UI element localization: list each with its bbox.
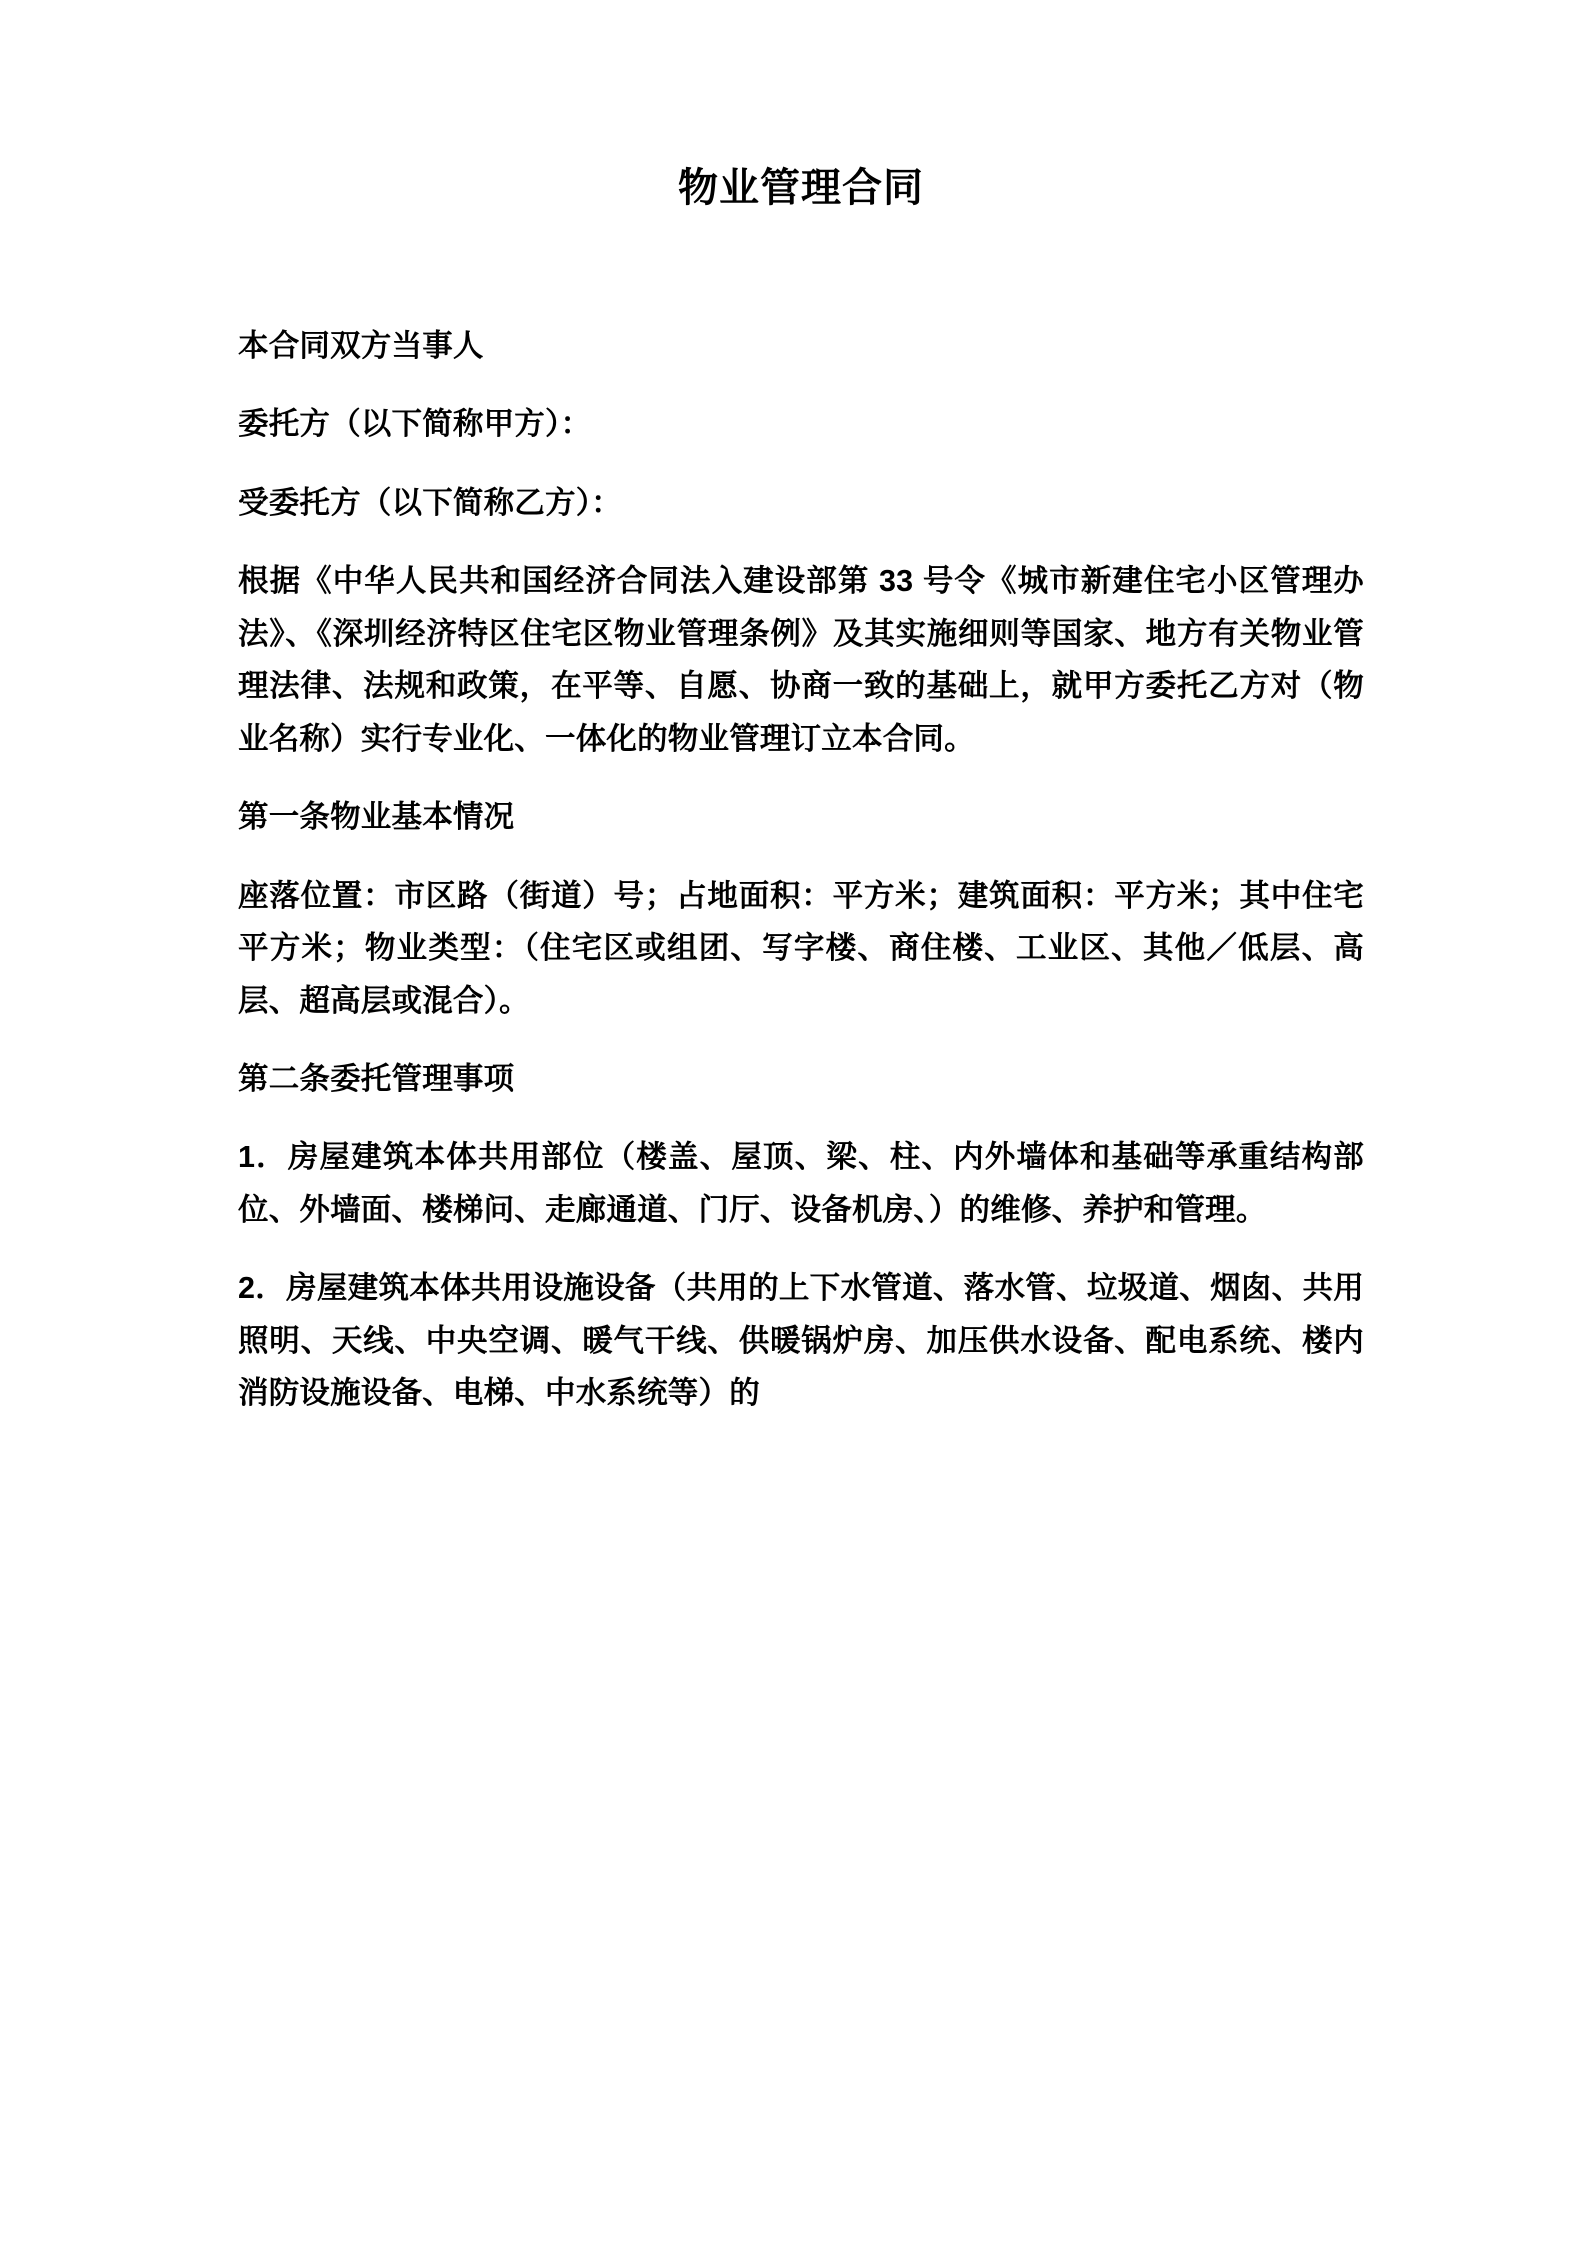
document-body [238, 320, 1364, 1420]
paragraph-article-2-item-1: 1．房屋建筑本体共用部位（楼盖、屋顶、梁、柱、内外墙体和基础等承重结构部位、外墙面、楼梯问、走廊通道、门厅、设备机房、）的维修、养护和管理。 [238, 1140, 1364, 1227]
heading-article-2: 第二条委托管理事项 [238, 1061, 515, 1096]
heading-article-1: 第一条物业基本情况 [238, 800, 515, 835]
paragraph-preamble: 根据《中华人民共和国经济合同法入建设部第 33 号令《城市新建住宅小区管理办法》、《深圳经济特区住宅区物业管理条例》及其实施细则等国家、地方有关物业管理法律、法规和政策，在平等、自愿、协商一致的基础上，就甲方委托乙方对（物业名称）实行专业化、一体化的物业管理订立本合同。 [238, 564, 1364, 756]
paragraph-party-b: 受委托方（以下简称乙方）： [238, 485, 622, 520]
paragraph-article-2-item-2: 2．房屋建筑本体共用设施设备（共用的上下水管道、落水管、垃圾道、烟囱、共用照明、天线、中央空调、暖气干线、供暖锅炉房、加压供水设备、配电系统、楼内消防设施设备、电梯、中水系统等）的 [238, 1271, 1364, 1411]
paragraph-article-1-body: 座落位置：市区路（街道）号；占地面积：平方米；建筑面积：平方米；其中住宅平方米；物业类型：（住宅区或组团、写字楼、商住楼、工业区、其他／低层、高层、超高层或混合）。 [238, 878, 1364, 1018]
paragraph-parties-heading: 本合同双方当事人 [238, 329, 484, 363]
page-title: 物业管理合同 [678, 166, 924, 210]
paragraph-party-a: 委托方（以下简称甲方）： [238, 407, 592, 442]
